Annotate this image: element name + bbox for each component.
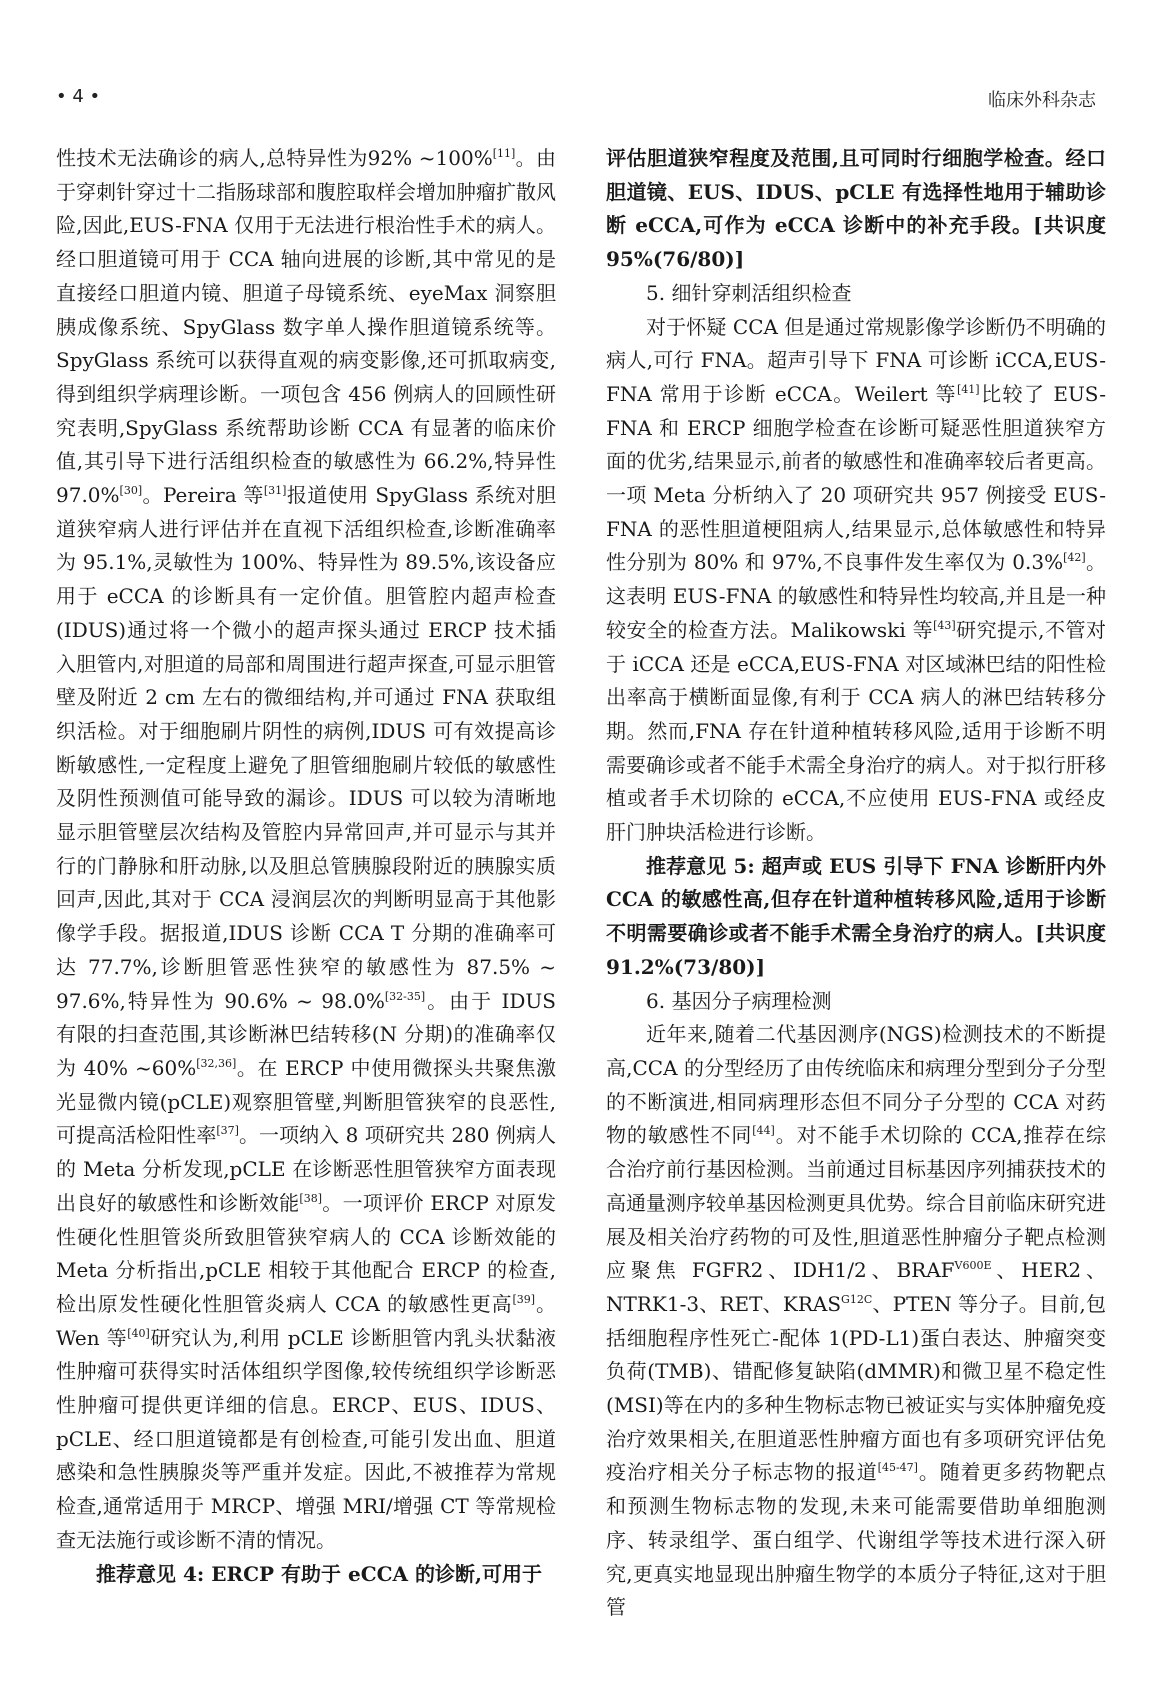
citation[interactable]: [32,36] [196, 1056, 237, 1070]
citation[interactable]: [39] [512, 1292, 536, 1306]
citation[interactable]: [31] [263, 484, 287, 498]
recommendation-5: 推荐意见 5: 超声或 EUS 引导下 FNA 诊断肝内外 CCA 的敏感性高,但存在针道种植转移风险,适用于诊断不明需要确诊或者不能手术需全身治疗的病人。[共识度 91.2%(73/80)] [606, 853, 1106, 979]
citation[interactable]: [44] [752, 1124, 775, 1138]
recommendation-4-continued: 评估胆道狭窄程度及范围,且可同时行细胞学检查。经口胆道镜、EUS、IDUS、pCLE 有选择性地用于辅助诊断 eCCA,可作为 eCCA 诊断中的补充手段。[共识度 95%(76/80)] [606, 146, 1106, 272]
citation[interactable]: [42] [1063, 551, 1086, 565]
left-column [56, 142, 556, 1591]
citation[interactable]: [41] [957, 382, 980, 396]
superscript-mutation: V600E [954, 1259, 992, 1273]
citation[interactable]: [40] [127, 1326, 150, 1340]
superscript-mutation: G12C [841, 1292, 873, 1306]
citation[interactable]: [30] [119, 484, 143, 498]
section-heading-5: 5. 细针穿刺活组织检查 [646, 280, 852, 305]
recommendation-4: 推荐意见 4: ERCP 有助于 eCCA 的诊断,可用于 [96, 1561, 542, 1586]
citation[interactable]: [38] [299, 1191, 323, 1205]
section-heading-6: 6. 基因分子病理检测 [646, 988, 832, 1013]
citation[interactable]: [37] [216, 1124, 239, 1138]
citation[interactable]: [43] [933, 618, 956, 632]
page-number: • 4 • [56, 86, 101, 107]
right-column [606, 142, 1106, 1625]
paragraph-diagnostics: 性技术无法确诊的病人,总特异性为92% ~100%[11]。由于穿刺针穿过十二指肠球部和腹腔取样会增加肿瘤扩散风险,因此,EUS-FNA 仅用于无法进行根治性手术的病人。经口胆道镜可用于 CCA 轴向进展的诊断,其中常见的是直接经口胆道内镜、胆道子母镜系统、eyeMax 洞察胆胰成像系统、SpyGlass 数字单人操作胆道镜系统等。SpyGlass 系统可以获得直观的病变影像,还可抓取病变,得到组织学病理诊断。一项包含 456 例病人的回顾性研究表明,SpyGlass 系统帮助诊断 CCA 有显著的临床价值,其引导下进行活组织检查的敏感性为 66.2%,特异性 97.0%[30]。Pereira 等[31]报道使用 SpyGlass 系统对胆道狭窄病人进行评估并在直视下活组织检查,诊断准确率为 95.1%,灵敏性为 100%、特异性为 89.5%,该设备应用于 eCCA 的诊断具有一定价值。胆管腔内超声检查(IDUS)通过将一个微小的超声探头通过 ERCP 技术插入胆管内,对胆道的局部和周围进行超声探查,可显示胆管壁及附近 2 cm 左右的微细结构,并可通过 FNA 获取组织活检。对于细胞刷片阴性的病例,IDUS 可有效提高诊断敏感性,一定程度上避免了胆管细胞刷片较低的敏感性及阴性预测值可能导致的漏诊。IDUS 可以较为清晰地显示胆管壁层次结构及管腔内异常回声,并可显示与其并行的门静脉和肝动脉,以及胆总管胰腺段附近的胰腺实质回声,因此,其对于 CCA 浸润层次的判断明显高于其他影像学手段。据报道,IDUS 诊断 CCA T 分期的准确率可达 77.7%,诊断胆管恶性狭窄的敏感性为 87.5% ~ 97.6%,特异性为 90.6% ~ 98.0%[32-35]。由于 IDUS 有限的扫查范围,其诊断淋巴结转移(N 分期)的准确率仅为 40% ~60%[32,36]。在 ERCP 中使用微探头共聚焦激光显微内镜(pCLE)观察胆管壁,判断胆管狭窄的良恶性,可提高活检阳性率[37]。一项纳入 8 项研究共 280 例病人的 Meta 分析发现,pCLE 在诊断恶性胆管狭窄方面表现出良好的敏感性和诊断效能[38]。一项评价 ERCP 对原发性硬化性胆管炎所致胆管狭窄病人的 CCA 诊断效能的 Meta 分析指出,pCLE 相较于其他配合 ERCP 的检查,检出原发性硬化性胆管炎病人 CCA 的敏感性更高[39]。Wen 等[40]研究认为,利用 pCLE 诊断胆管内乳头状黏液性肿瘤可获得实时活体组织学图像,较传统组织学诊断恶性肿瘤可提供更详细的信息。ERCP、EUS、IDUS、pCLE、经口胆道镜都是有创检查,可能引发出血、胆道感染和急性胰腺炎等严重并发症。因此,不被推荐为常规检查,通常适用于 MRCP、增强 MRI/增强 CT 等常规检查无法施行或诊断不清的情况。 [56, 146, 557, 1552]
citation[interactable]: [45-47] [877, 1461, 918, 1475]
paragraph-molecular: 近年来,随着二代基因测序(NGS)检测技术的不断提高,CCA 的分型经历了由传统临床和病理分型到分子分型的不断演进,相同病理形态但不同分子分型的 CCA 对药物的敏感性不同[44]。对不能手术切除的 CCA,推荐在综合治疗前行基因检测。当前通过目标基因序列捕获技术的高通量测序较单基因检测更具优势。综合目前临床研究进展及相关治疗药物的可及性,胆道恶性肿瘤分子靶点检测应聚焦 FGFR2、IDH1/2、$BRAF^{V600E}$、HER2、NTRK1-3、RET、$KRAS^{G12C}$、PTEN 等分子。目前,包括细胞程序性死亡-配体 1(PD-L1)蛋白表达、肿瘤突变负荷(TMB)、错配修复缺陷(dMMR)和微卫星不稳定性(MSI)等在内的多种生物标志物已被证实与实体肿瘤免疫治疗效果相关,在胆道恶性肿瘤方面也有多项研究评估免疫治疗相关分子标志物的报道[45-47]。随着更多药物靶点和预测生物标志物的发现,未来可能需要借助单细胞测序、转录组学、蛋白组学、代谢组学等技术进行深入研究,更真实地显现出肿瘤生物学的本质分子特征,这对于胆管 [606, 1022, 1107, 1620]
citation[interactable]: [32-35] [384, 989, 426, 1003]
paragraph-fna: 对于怀疑 CCA 但是通过常规影像学诊断仍不明确的病人,可行 FNA。超声引导下 FNA 可诊断 iCCA,EUS-FNA 常用于诊断 eCCA。Weilert 等[41]比较了 EUS-FNA 和 ERCP 细胞学检查在诊断可疑恶性胆道狭窄方面的优劣,结果显示,前者的敏感性和准确率较后者更高。一项 Meta 分析纳入了 20 项研究共 957 例接受 EUS-FNA 的恶性胆道梗阻病人,结果显示,总体敏感性和特异性分别为 80% 和 97%,不良事件发生率仅为 0.3%[42]。这表明 EUS-FNA 的敏感性和特异性均较高,并且是一种较安全的检查方法。Malikowski 等[43]研究提示,不管对于 iCCA 还是 eCCA,EUS-FNA 对区域淋巴结的阳性检出率高于横断面显像,有利于 CCA 病人的淋巴结转移分期。然而,FNA 存在针道种植转移风险,适用于诊断不明需要确诊或者不能手术需全身治疗的病人。对于拟行肝移植或者手术切除的 eCCA,不应使用 EUS-FNA 或经皮肝门肿块活检进行诊断。 [606, 314, 1106, 845]
page-header [56, 86, 1096, 120]
citation[interactable]: [11] [492, 147, 516, 160]
journal-title: 临床外科杂志 [988, 90, 1096, 111]
